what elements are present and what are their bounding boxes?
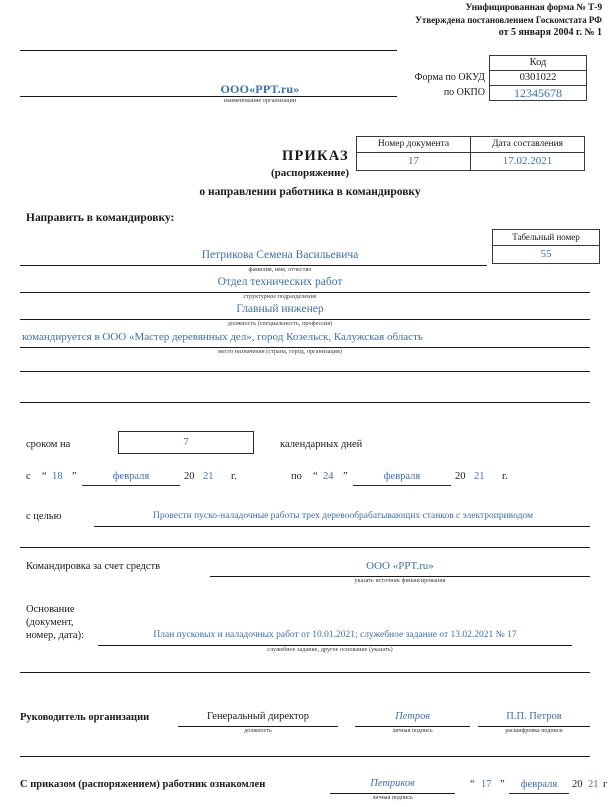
to-quote-open: “ [313,471,318,482]
acknowledgement-signature-caption: личная подпись [372,795,413,801]
basis-caption: служебное задание, другое основание (указать) [267,647,393,653]
form-title-line-2: Утверждена постановлением Госкомстата РФ [415,15,602,25]
to-year-suffix: г. [502,471,508,482]
position-caption: должность (специальность, профессия) [227,321,333,327]
rule-acknowledgement-top [20,756,590,757]
acknowledgement-quote-open: “ [470,779,475,790]
employee-department: Отдел технических работ [217,276,343,288]
basis-label-line-3: номер, дата): [26,630,84,641]
rule-from-month [82,485,180,486]
to-day: 24 [323,471,334,482]
document-number-box [356,136,585,171]
personnel-number-header: Табельный номер [493,230,600,246]
acknowledgement-signature: Петриков [370,778,415,789]
from-quote-open: “ [42,471,47,482]
employee-name: Петрикова Семена Васильевича [201,249,359,261]
rule-blank-3 [20,547,590,548]
manager-position: Генеральный директор [207,711,309,722]
to-prefix: по [291,471,302,482]
acknowledgement-label: С приказом (распоряжением) работник ознакомлен [20,779,266,790]
personnel-number-value: 55 [493,246,600,264]
rule-top-left [20,50,397,51]
code-box [489,55,587,101]
personnel-number-box [492,229,600,264]
manager-decoded-caption: расшифровка подписи [505,728,563,734]
from-year: 21 [203,471,214,482]
to-year-prefix: 20 [455,471,466,482]
manager-position-caption: должность [244,728,272,734]
rule-to-month [353,485,451,486]
from-prefix: с [26,471,31,482]
rule-blank-2 [20,402,590,403]
manager-decoded-name: П.П. Петров [506,711,562,722]
purpose-value: Провести пуско-наладочные работы трех деревообрабатывающих станков с электроприводом [153,511,533,521]
calendar-days-unit: календарных дней [280,439,363,450]
from-month: февраля [112,471,150,482]
form-title-line-3: от 5 января 2004 г. № 1 [498,27,602,38]
rule-blank-4 [20,672,590,673]
basis-label-line-2: (документ, [26,617,74,628]
organization-name: ООО«PPT.ru» [220,82,300,96]
destination-value: командируется в ООО «Мастер деревянных дел», город Козельск, Калужская область [22,331,423,343]
employee-name-caption: фамилия, имя, отчество [248,267,312,273]
funding-value: ООО «PPT.ru» [366,560,434,572]
doc-date-header: Дата составления [471,137,585,153]
destination-caption: место назначения (страна, город, организация) [218,349,342,355]
funding-caption: указать источник финансирования [354,578,446,584]
basis-label-line-1: Основание [26,604,75,615]
rule-acknowledgement-month [509,793,569,794]
funding-label: Командировка за счет средств [26,561,161,572]
to-year: 21 [474,471,485,482]
acknowledgement-year-prefix: 20 [572,779,583,790]
code-header-cell: Код [490,56,587,71]
acknowledgement-month: февраля [520,779,558,790]
page-title: ПРИКАЗ [282,148,349,164]
doc-number-header: Номер документа [357,137,471,153]
from-quote-close: ” [72,471,77,482]
basis-value: План пусковых и наладочных работ от 10.01.2021; служебное задание от 13.02.2021 № 17 [153,630,517,640]
from-day: 18 [52,471,63,482]
doc-number-value: 17 [357,153,471,171]
page-title-sub: (распоряжение) [270,167,349,179]
rule-blank-1 [20,371,590,372]
calendar-days-value: 7 [118,431,254,454]
to-quote-close: ” [343,471,348,482]
acknowledgement-day: 17 [481,779,492,790]
manager-signature-caption: личная подпись [392,728,433,734]
from-year-suffix: г. [231,471,237,482]
manager-signature: Петров [395,711,430,722]
manager-role-label: Руководитель организации [20,712,150,723]
rule-purpose [94,526,590,527]
okpo-label: по ОКПО [443,87,485,98]
page-subject: о направлении работника в командировку [199,186,421,198]
employee-position: Главный инженер [236,303,324,315]
form-title-line-1: Унифицированная форма № Т-9 [465,3,602,13]
department-caption: структурное подразделение [243,294,317,300]
from-year-prefix: 20 [184,471,195,482]
purpose-label: с целью [26,511,62,522]
acknowledgement-quote-close: ” [500,779,505,790]
organization-caption: наименование организации [223,98,297,104]
doc-date-value: 17.02.2021 [471,153,585,171]
okpo-value-cell: 12345678 [490,86,587,101]
okud-label: Форма по ОКУД [414,72,485,83]
okud-value-cell: 0301022 [490,71,587,86]
to-month: февраля [383,471,421,482]
acknowledgement-year-suffix: г [603,779,608,790]
assignment-heading: Направить в командировку: [26,212,175,224]
term-label: сроком на [26,439,71,450]
acknowledgement-year: 21 [588,779,599,790]
